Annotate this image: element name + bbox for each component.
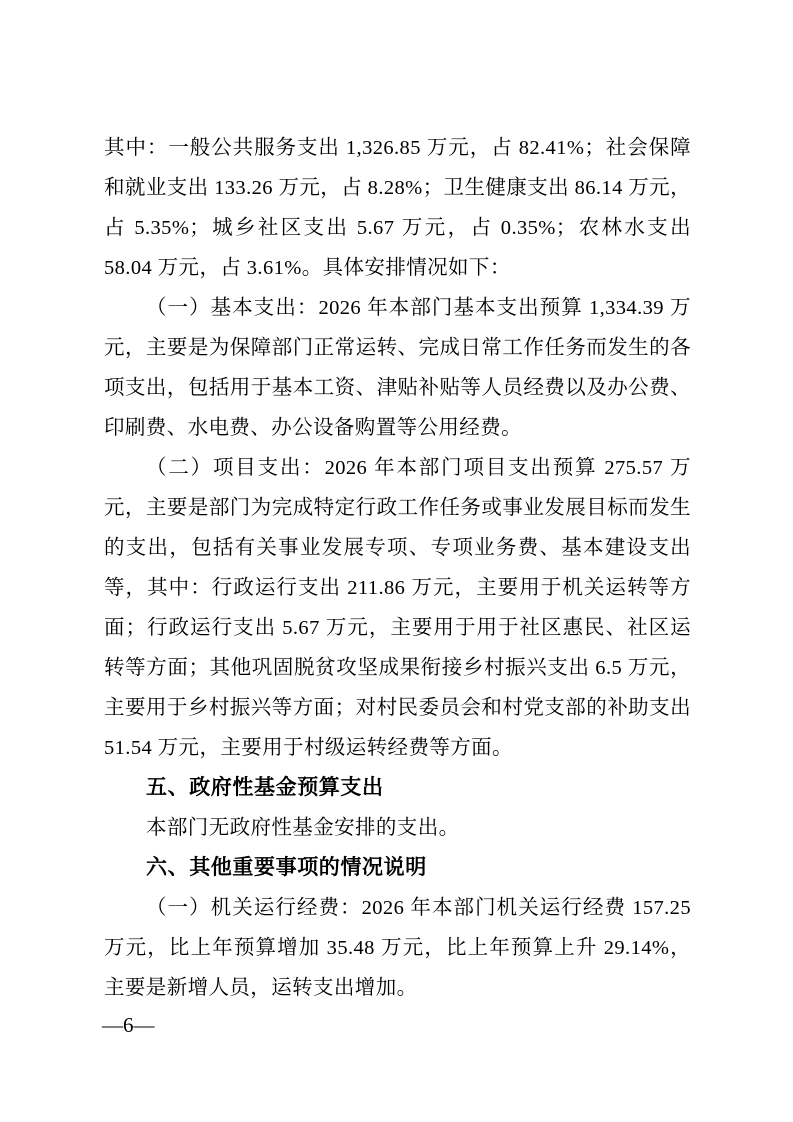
paragraph-basic-expenditure: （一）基本支出：2026 年本部门基本支出预算 1,334.39 万元，主要是为保障部门正常运转、完成日常工作任务而发生的各项支出，包括用于基本工资、津贴补贴等人员经费以及办公费、印刷费、水电费、办公设备购置等公用经费。: [104, 297, 691, 439]
page-number: —6—: [102, 1013, 155, 1037]
paragraph-agency-operating-funds: （一）机关运行经费：2026 年本部门机关运行经费 157.25 万元，比上年预算增加 35.48 万元，比上年预算上升 29.14%，主要是新增人员，运转支出增加。: [104, 897, 691, 999]
paragraph-project-expenditure: （二）项目支出：2026 年本部门项目支出预算 275.57 万元，主要是部门为完成特定行政工作任务或事业发展目标而发生的支出，包括有关事业发展专项、专项业务费、基本建设支出等，其中：行政运行支出 211.86 万元，主要用于机关运转等方面；行政运行支出 5.67 万元，主要用于用于社区惠民、社区运转等方面；其他巩固脱贫攻坚成果衔接乡村振兴支出 6.5 万元，主要用于乡村振兴等方面；对村民委员会和村党支部的补助支出 51.54 万元，主要用于村级运转经费等方面。: [104, 457, 691, 759]
paragraph-expenditure-breakdown: 其中：一般公共服务支出 1,326.85 万元，占 82.41%；社会保障和就业支出 133.26 万元，占 8.28%；卫生健康支出 86.14 万元，占 5.35%；城乡社区支出 5.67 万元，占 0.35%；农林水支出 58.04 万元，占 3.61%。具体安排情况如下：: [104, 137, 691, 279]
page-body: [104, 128, 691, 1008]
paragraph-no-government-funds: 本部门无政府性基金安排的支出。: [146, 817, 460, 839]
section-heading-other-important-matters: 六、其他重要事项的情况说明: [146, 856, 427, 879]
section-heading-government-funds-budget: 五、政府性基金预算支出: [146, 776, 384, 799]
